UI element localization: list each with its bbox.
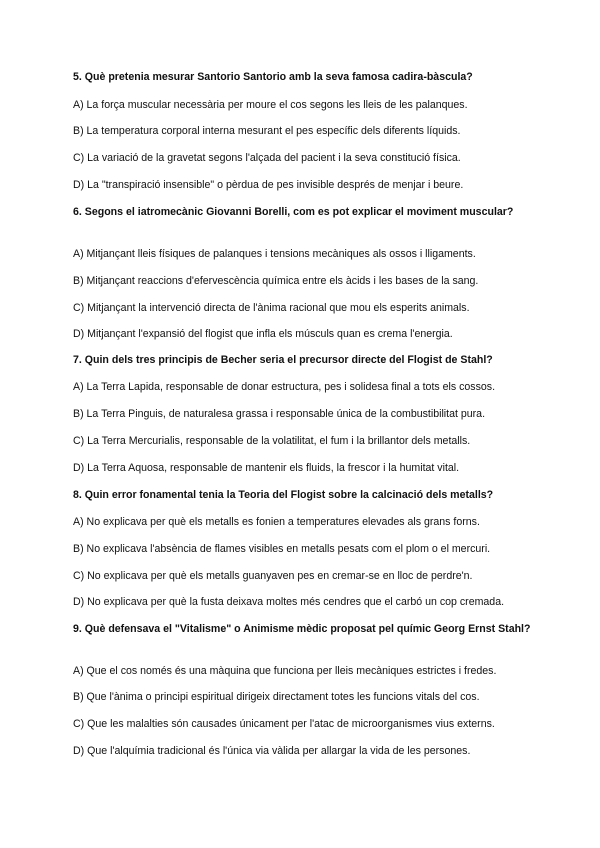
question-6-option-c: C) Mitjançant la intervenció directa de l'ànima racional que mou els esperits animals. xyxy=(73,302,470,314)
question-5-option-a: A) La força muscular necessària per moure el cos segons les lleis de les palanques. xyxy=(73,99,468,111)
question-6-text: 6. Segons el iatromecànic Giovanni Borelli, com es pot explicar el moviment muscular? xyxy=(73,206,514,218)
question-5-option-c: C) La variació de la gravetat segons l'alçada del pacient i la seva constitució física. xyxy=(73,152,461,164)
question-9-option-b: B) Que l'ànima o principi espiritual dirigeix directament totes les funcions vitals del cos. xyxy=(73,691,480,703)
question-6-option-d: D) Mitjançant l'expansió del flogist que infla els músculs quan es crema l'energia. xyxy=(73,328,453,340)
question-5-option-d: D) La "transpiració insensible" o pèrdua de pes invisible després de menjar i beure. xyxy=(73,179,464,191)
question-9-option-c: C) Que les malalties són causades únicament per l'atac de microorganismes vius externs. xyxy=(73,718,495,730)
question-7-text: 7. Quin dels tres principis de Becher seria el precursor directe del Flogist de Stahl? xyxy=(73,354,493,366)
question-5-text: 5. Què pretenia mesurar Santorio Santorio amb la seva famosa cadira-bàscula? xyxy=(73,71,473,83)
question-6-option-a: A) Mitjançant lleis físiques de palanques i tensions mecàniques als ossos i lligaments. xyxy=(73,248,476,260)
question-8-option-a: A) No explicava per què els metalls es fonien a temperatures elevades als grans forns. xyxy=(73,516,480,528)
question-8-text: 8. Quin error fonamental tenia la Teoria del Flogist sobre la calcinació dels metalls? xyxy=(73,489,494,501)
question-8-option-c: C) No explicava per què els metalls guanyaven pes en cremar-se en lloc de perdre'n. xyxy=(73,570,473,582)
question-7-option-d: D) La Terra Aquosa, responsable de mantenir els fluids, la frescor i la humitat vital. xyxy=(73,462,460,474)
question-5-option-b: B) La temperatura corporal interna mesurant el pes específic dels diferents líquids. xyxy=(73,125,461,137)
question-7-option-a: A) La Terra Lapida, responsable de donar estructura, pes i solidesa final a tots els cossos. xyxy=(73,381,496,393)
question-9-option-a: A) Que el cos només és una màquina que funciona per lleis mecàniques estrictes i fredes. xyxy=(73,665,497,677)
question-7-option-c: C) La Terra Mercurialis, responsable de la volatilitat, el fum i la brillantor dels metalls. xyxy=(73,435,471,447)
question-7-option-b: B) La Terra Pinguis, de naturalesa grassa i responsable única de la combustibilitat pura. xyxy=(73,408,486,420)
question-9-option-d: D) Que l'alquímia tradicional és l'única via vàlida per allargar la vida de les persones. xyxy=(73,745,471,757)
question-8-option-d: D) No explicava per què la fusta deixava moltes més cendres que el carbó un cop cremada. xyxy=(73,596,505,608)
question-9-text: 9. Què defensava el "Vitalisme" o Animisme mèdic proposat pel químic Georg Ernst Stahl? xyxy=(73,623,531,635)
question-8-option-b: B) No explicava l'absència de flames visibles en metalls pesats com el plom o el mercuri. xyxy=(73,543,491,555)
question-6-option-b: B) Mitjançant reaccions d'efervescència química entre els àcids i les bases de la sang. xyxy=(73,275,479,287)
